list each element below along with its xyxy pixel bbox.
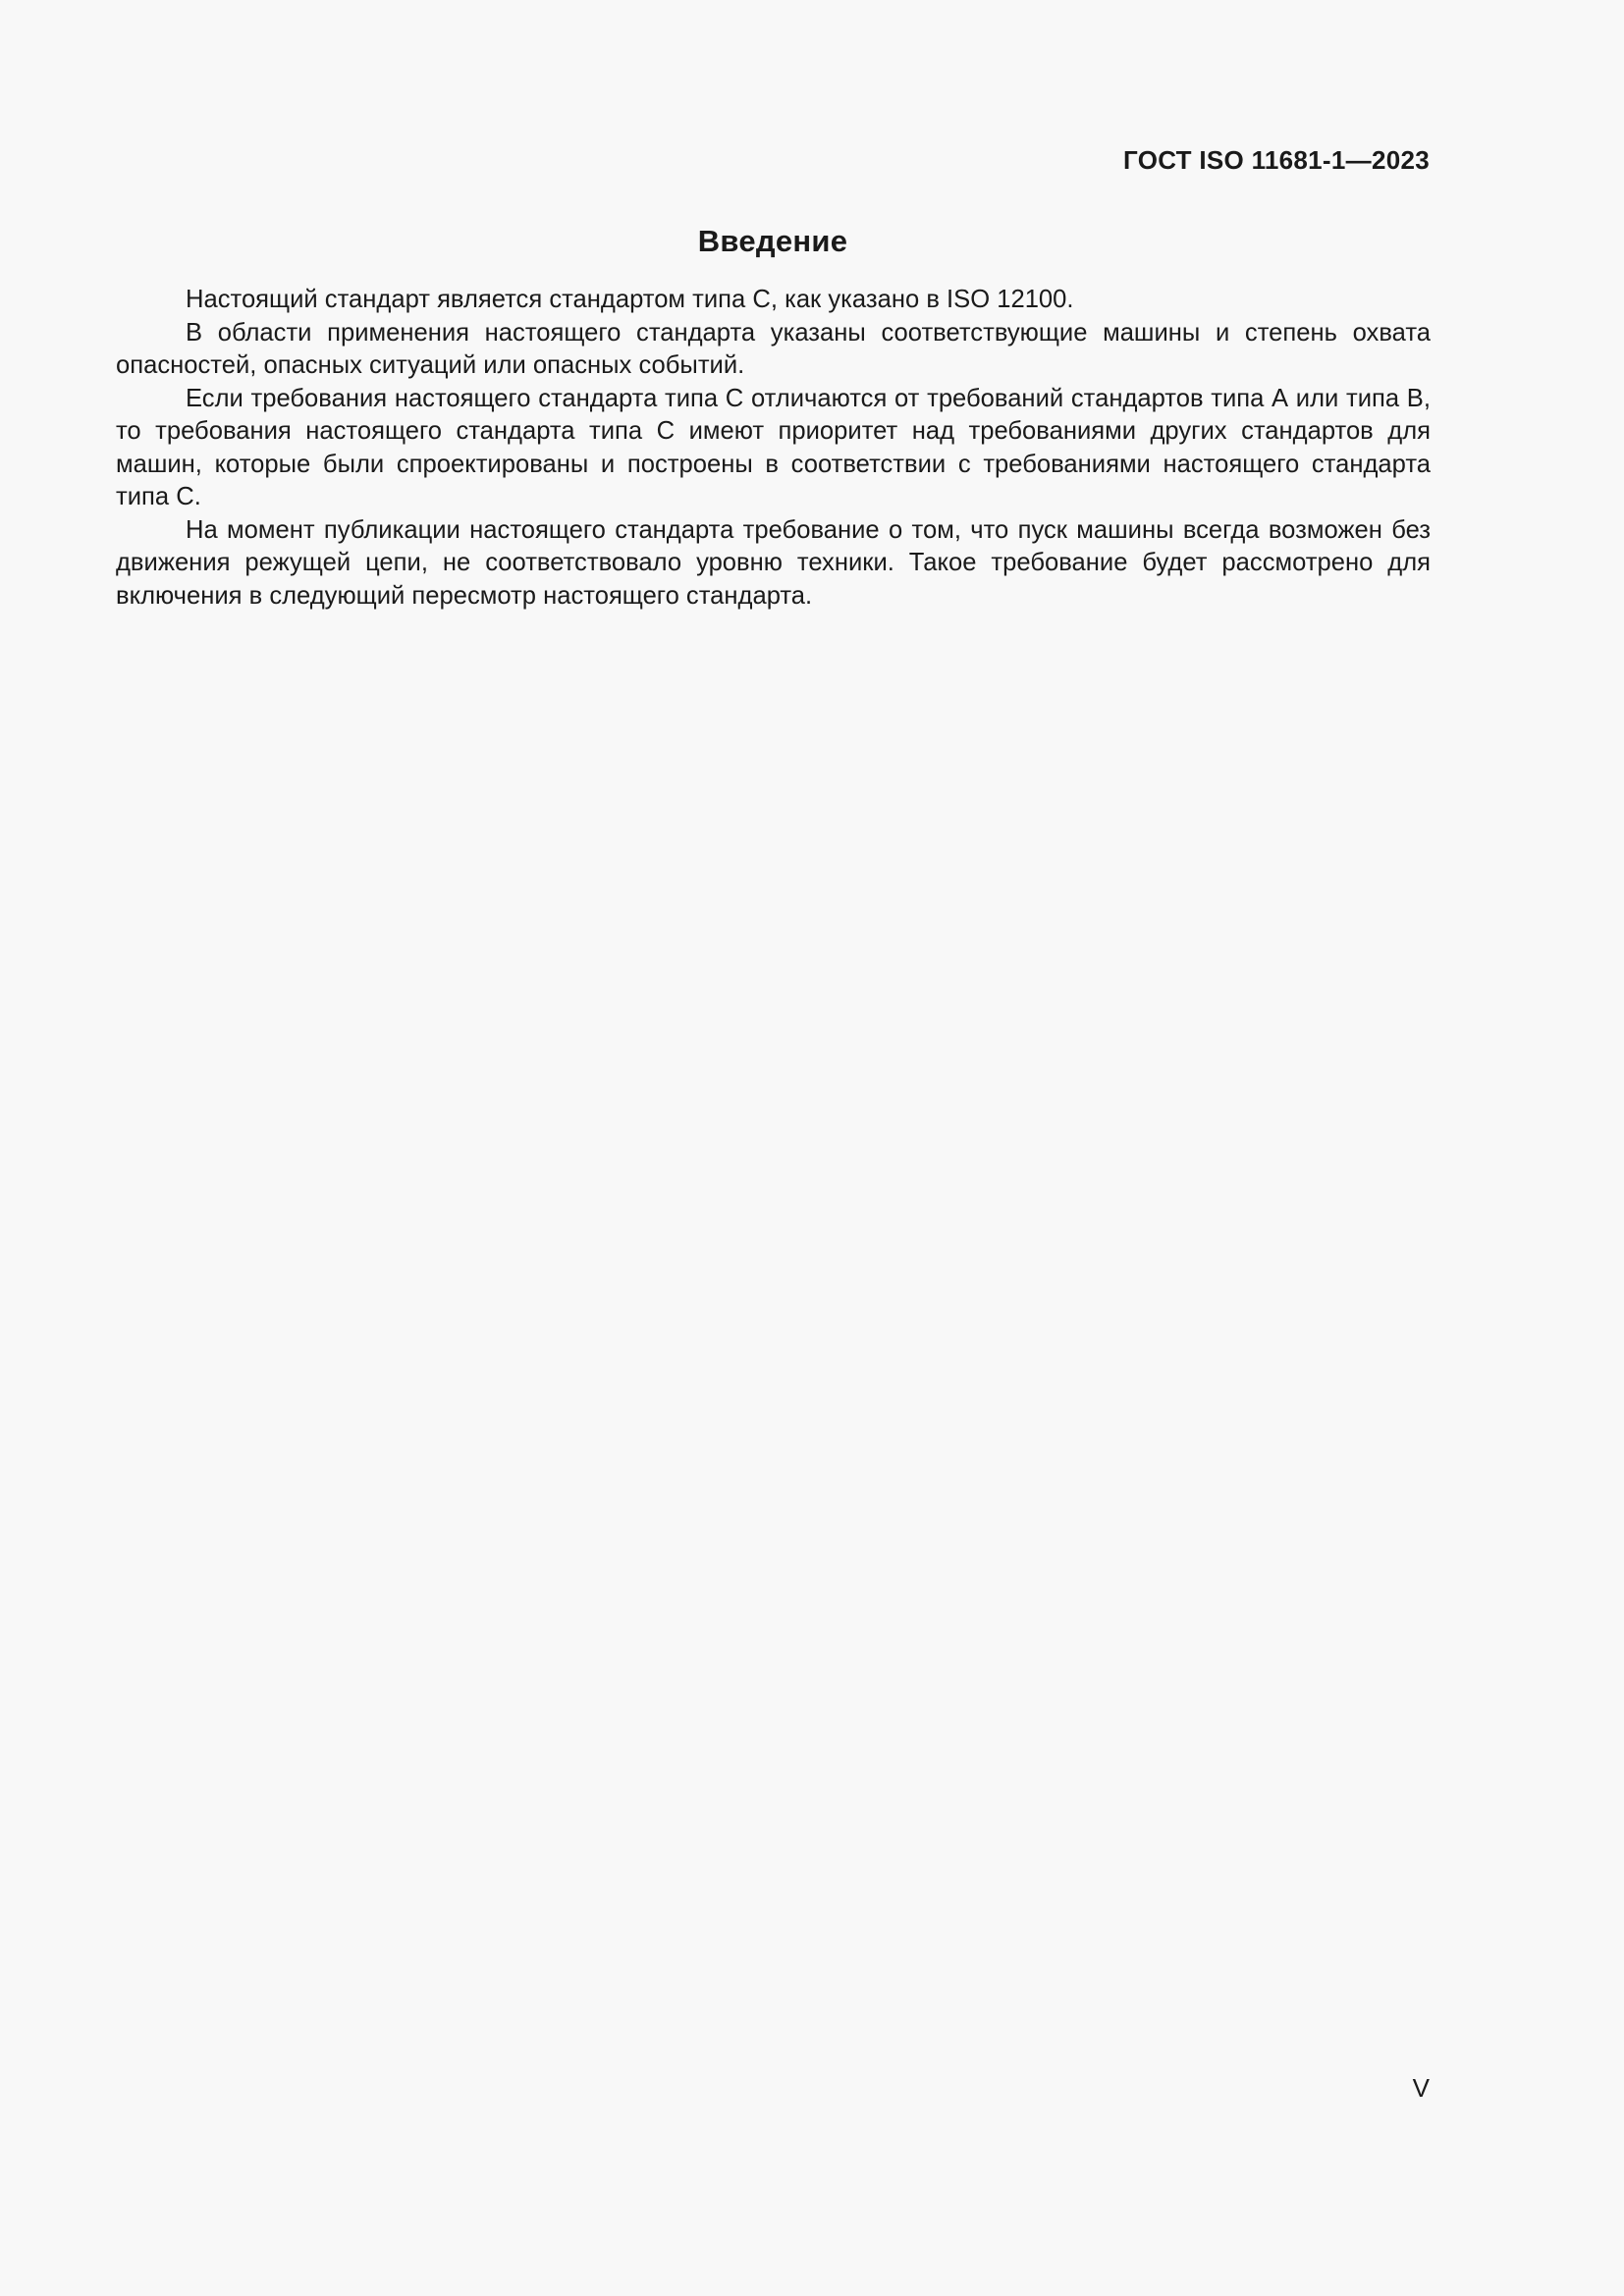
page-number: V [1412,2073,1430,2103]
document-code-header: ГОСТ ISO 11681-1—2023 [1123,145,1430,175]
paragraph: В области применения настоящего стандарта указаны соответствующие машины и степень охвата опасностей, опасных ситуаций или опасных событий. [116,318,1431,379]
paragraph: Настоящий стандарт является стандартом типа С, как указано в ISO 12100. [186,286,1074,313]
paragraph: На момент публикации настоящего стандарта требование о том, что пуск машины всегда возможен без движения режущей цепи, не соответствовало уровню техники. Такое требование будет рассмотрено для включения в следующий пересмотр настоящего стандарта. [116,515,1431,610]
paragraph: Если требования настоящего стандарта типа С отличаются от требований стандартов типа А или типа В, то требования настоящего стандарта типа С имеют приоритет над требованиями других стандартов для машин, которые были спроектированы и построены в соответствии с требованиями настоящего стандарта типа С. [116,384,1431,510]
body-text [116,284,1431,613]
section-title: Введение [697,224,848,258]
